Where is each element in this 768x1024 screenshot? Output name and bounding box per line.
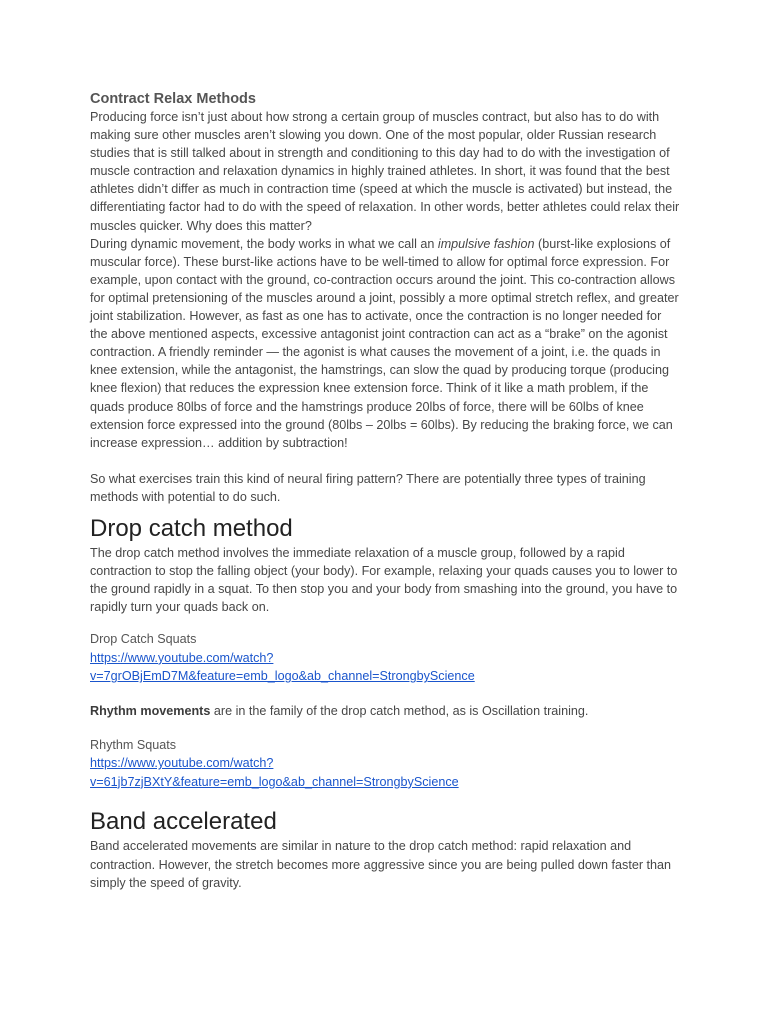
spacer [90,720,682,736]
section-heading: Contract Relax Methods [90,91,256,107]
rhythm-video-link[interactable] [90,754,682,791]
spacer [90,791,682,807]
intro-paragraph: Producing force isn’t just about how strong a certain group of muscles contract, but also has to do with making sure other muscles aren’t slowing you down. One of the most popular, older Russian research studies that is still talked about in strength and conditioning to this day had to do with the investigation of muscle contraction and relaxation dynamics in highly trained athletes. In short, it was found that the best athletes didn’t differ as much in contraction time (speed at which the muscle is activated) but instead, the differentiating factor had to do with the speed of relaxation. In other words, better athletes could relax their muscles quicker. Why does this matter? [90,110,680,233]
dynamic-movement-paragraph [90,235,682,452]
band-accelerated-heading: Band accelerated [90,808,277,836]
drop-catch-link-line-2[interactable]: v=7grOBjEmD7M&feature=emb_logo&ab_channel=StrongbyScience [90,669,475,684]
rhythm-link-line-2[interactable]: v=61jb7zjBXtY&feature=emb_logo&ab_channel=StrongbyScience [90,774,459,789]
dynamic-text-before: During dynamic movement, the body works in what we call an [90,236,438,251]
rhythm-movements-bold: Rhythm movements [90,703,211,718]
rhythm-link-line-1[interactable]: https://www.youtube.com/watch? [90,756,274,771]
spacer [90,452,682,470]
impulsive-fashion-emphasis: impulsive fashion [437,236,535,251]
document-page [90,90,682,892]
dynamic-text-after: (burst-like explosions of muscular force). These burst-like actions have to be well-timed to allow for optimal force expression. For example, upon contact with the ground, co-contraction occurs around the joint. This co-contraction allows for optimal pretensioning of the muscles around a joint, possibly a more optimal stretch reflex, and greater joint stabilization. However, as fast as one has to activate, once the contraction is no longer needed for the above mentioned aspects, excessive antagonist joint contraction can act as a “brake” on the agonist contraction. A friendly reminder — the agonist is what causes the movement of a joint, i.e. the quads in knee extension, while the antagonist, the hamstrings, can slow the quad by producing torque (producing knee flexion) that reduces the expression knee extension force. Think of it like a math problem, if the quads produce 80lbs of force and the hamstrings produce 20lbs of force, there will be 60lbs of knee extension force expressed into the ground (80lbs – 20lbs = 60lbs). By reducing the braking force, we can increase expression… addition by subtraction! [90,236,679,450]
band-accelerated-paragraph: Band accelerated movements are similar in nature to the drop catch method: rapid relaxation and contraction. However, the stretch becomes more aggressive since you are being pulled down faster than simply the speed of gravity. [90,839,672,890]
rhythm-movements-text: are in the family of the drop catch method, as is Oscillation training. [210,703,589,718]
question-paragraph: So what exercises train this kind of neural firing pattern? There are potentially three types of training methods with potential to do such. [90,471,646,504]
spacer [90,506,682,514]
rhythm-movements-paragraph [90,702,682,720]
drop-catch-paragraph: The drop catch method involves the immediate relaxation of a muscle group, followed by a rapid contraction to stop the falling object (your body). For example, relaxing your quads causes you to lower to the ground rapidly in a squat. To then stop you and your body from smashing into the ground, you have to rapidly turn your quads back on. [90,545,678,615]
drop-catch-heading: Drop catch method [90,514,293,542]
drop-catch-link-line-1[interactable]: https://www.youtube.com/watch? [90,650,274,665]
drop-catch-video-label: Drop Catch Squats [90,632,197,647]
rhythm-video-label: Rhythm Squats [90,737,177,752]
drop-catch-video-link[interactable] [90,649,682,686]
spacer [90,686,682,702]
spacer [90,616,682,630]
